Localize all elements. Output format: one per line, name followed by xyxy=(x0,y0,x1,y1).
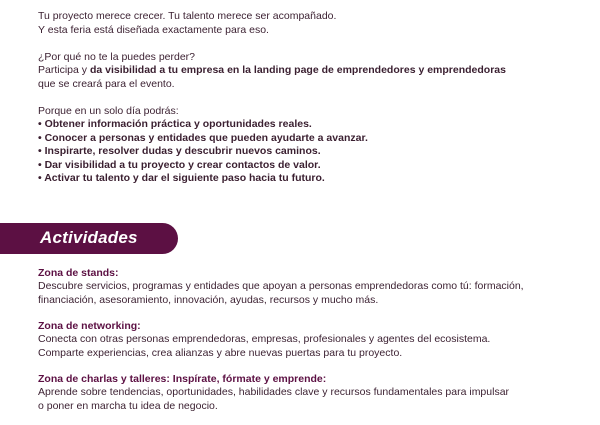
zone-title: Zona de charlas y talleres: Inspírate, fórmate y emprende: xyxy=(38,373,327,385)
zone-description-line: financiación, asesoramiento, innovación, ayudas, recursos y mucho más. xyxy=(38,293,379,306)
participa-prefix: Participa y xyxy=(38,64,90,76)
zone-title: Zona de stands: xyxy=(38,267,119,279)
zone-talks-workshops xyxy=(38,372,583,413)
zone-stands xyxy=(38,266,583,307)
intro-section xyxy=(38,10,578,186)
intro-question: ¿Por qué no te la puedes perder? xyxy=(38,50,196,63)
benefit-item: • Conocer a personas y entidades que pueden ayudarte a avanzar. xyxy=(38,132,578,146)
benefit-item: • Inspirarte, resolver dudas y descubrir nuevos caminos. xyxy=(38,145,578,159)
activities-section xyxy=(38,266,583,425)
participa-bold: da visibilidad a tu empresa en la landing page de emprendedores y emprendedoras xyxy=(89,64,506,76)
intro-line-2: Y esta feria está diseñada exactamente para eso. xyxy=(38,23,269,36)
intro-line-1: Tu proyecto merece crecer. Tu talento merece ser acompañado. xyxy=(38,10,337,22)
section-title: Actividades xyxy=(40,228,138,247)
participa-suffix: que se creará para el evento. xyxy=(38,77,175,90)
zone-description-line: o poner en marcha tu idea de negocio. xyxy=(38,399,218,412)
participa-paragraph xyxy=(38,64,578,78)
zone-description-line: Comparte experiencias, crea alianzas y abre nuevas puertas para tu proyecto. xyxy=(38,346,403,359)
zone-description-line: Descubre servicios, programas y entidades que apoyan a personas emprendedoras como tú: formación, xyxy=(38,280,524,292)
benefit-item: • Obtener información práctica y oportunidades reales. xyxy=(38,118,578,132)
benefit-item: • Activar tu talento y dar el siguiente paso hacia tu futuro. xyxy=(38,172,578,186)
benefit-item: • Dar visibilidad a tu proyecto y crear contactos de valor. xyxy=(38,159,578,173)
section-banner xyxy=(0,223,178,254)
zone-description-line: Aprende sobre tendencias, oportunidades, habilidades clave y recursos fundamentales para impulsar xyxy=(38,386,510,398)
zone-networking xyxy=(38,319,583,360)
zone-title: Zona de networking: xyxy=(38,320,141,332)
zone-description-line: Conecta con otras personas emprendedoras, empresas, profesionales y agentes del ecosistema. xyxy=(38,333,491,345)
benefits-list xyxy=(38,118,578,186)
porque-line: Porque en un solo día podrás: xyxy=(38,104,179,117)
